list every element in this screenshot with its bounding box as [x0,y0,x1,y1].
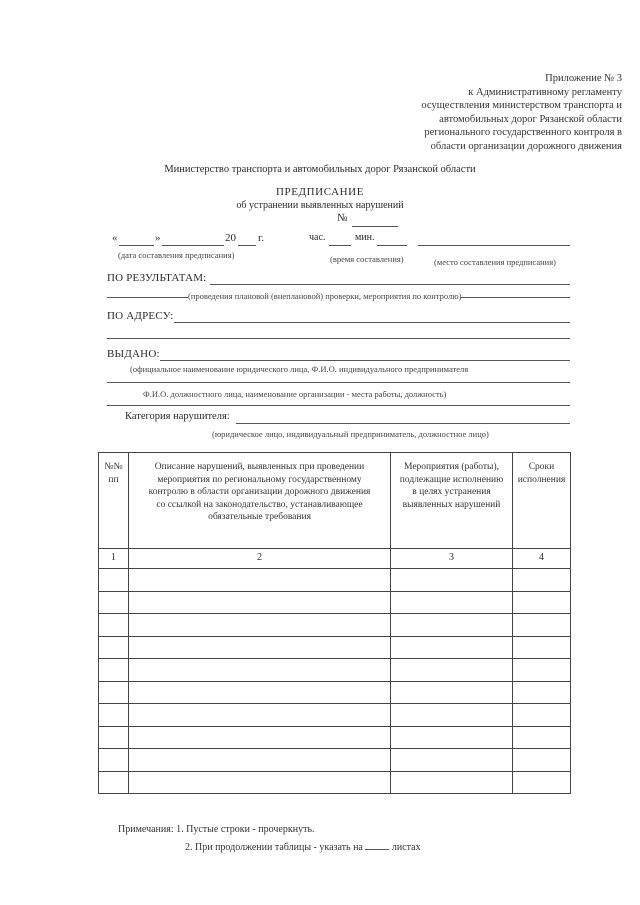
place-field[interactable] [418,245,570,246]
number-label: № [337,212,348,224]
results-hint: (проведения плановой (внеплановой) проверки, мероприятия по контролю) [188,291,462,301]
header-number: №№ пп [99,453,129,549]
issued-hint-2: Ф.И.О. должностного лица, наименование организации - места работы, должность) [143,389,447,399]
table-row [99,614,571,637]
notes-item-2: 2. При продолжении таблицы - указать на [185,842,363,853]
table-cell[interactable] [513,749,571,772]
table-row [99,681,571,704]
header-deadline: Сроки исполнения [513,453,571,549]
year-prefix: 20 [225,232,236,244]
appendix-line: осуществления министерством транспорта и [421,100,622,111]
address-label: ПО АДРЕСУ: [107,310,174,322]
issued-field-line3[interactable] [107,405,570,406]
number-field[interactable] [352,226,398,227]
table-cell[interactable] [129,591,391,614]
column-number: 4 [513,549,571,569]
appendix-line: автомобильных дорог Рязанской области [439,113,622,125]
table-row [99,659,571,682]
year-field[interactable] [238,245,256,246]
category-field[interactable] [236,423,570,424]
appendix-line: Приложение № 3 [545,73,622,84]
table-cell[interactable] [391,726,513,749]
table-row [99,749,571,772]
day-open-quote: « [112,232,118,244]
address-field-line2[interactable] [107,338,570,339]
table-row [99,591,571,614]
table-cell[interactable] [99,726,129,749]
table-cell[interactable] [129,726,391,749]
table-cell[interactable] [129,771,391,794]
table-row [99,636,571,659]
table-cell[interactable] [99,771,129,794]
day-close-quote: » [155,232,161,244]
column-number: 2 [129,549,391,569]
table-cell[interactable] [99,704,129,727]
table-cell[interactable] [129,569,391,592]
table-cell[interactable] [129,614,391,637]
table-cell[interactable] [391,704,513,727]
sheets-count-field[interactable] [365,840,389,850]
minute-field[interactable] [377,245,407,246]
table-cell[interactable] [513,659,571,682]
table-cell[interactable] [99,569,129,592]
table-cell[interactable] [99,591,129,614]
year-suffix: г. [258,232,265,244]
ministry-name: Министерство транспорта и автомобильных дорог Рязанской области [164,164,476,175]
table-cell[interactable] [391,591,513,614]
notes-label: Примечания: [118,824,174,835]
category-label: Категория нарушителя: [125,411,230,422]
table-cell[interactable] [513,704,571,727]
document-title: ПРЕДПИСАНИЕ [275,186,365,198]
category-hint: (юридическое лицо, индивидуальный предприниматель, должностное лицо) [212,429,489,439]
time-hint: (время составления) [330,254,404,264]
violations-table [98,452,571,794]
issued-hint-1: (официальное наименование юридического лица, Ф.И.О. индивидуального предпринимателя [130,364,469,374]
table-cell[interactable] [99,659,129,682]
table-cell[interactable] [129,749,391,772]
table-cell[interactable] [391,636,513,659]
table-cell[interactable] [391,569,513,592]
table-row [99,726,571,749]
table-row [99,704,571,727]
table-cell[interactable] [513,681,571,704]
document-subtitle: об устранении выявленных нарушений [236,200,404,211]
appendix-header [421,72,622,153]
hour-label: час. [309,232,326,243]
appendix-line: регионального государственного контроля в [424,127,622,138]
table-row [99,569,571,592]
table-cell[interactable] [513,636,571,659]
month-field[interactable] [162,245,224,246]
table-cell[interactable] [129,636,391,659]
issued-field[interactable] [160,360,570,361]
notes-line-1 [118,824,315,835]
results-field[interactable] [210,284,570,285]
column-number: 1 [99,549,129,569]
issued-field-line2[interactable] [107,382,570,383]
issued-label: ВЫДАНО: [107,348,160,360]
table-cell[interactable] [513,771,571,794]
table-cell[interactable] [513,726,571,749]
appendix-line: области организации дорожного движения [430,140,622,152]
table-cell[interactable] [99,636,129,659]
table-cell[interactable] [99,681,129,704]
table-cell[interactable] [129,704,391,727]
table-cell[interactable] [513,591,571,614]
results-label: ПО РЕЗУЛЬТАТАМ: [107,272,207,284]
header-description: Описание нарушений, выявленных при проведении мероприятия по региональному государственному контролю в области организации дорожного движения со ссылкой на законодательство, устанавливающее обязательные требования [129,453,391,549]
notes-item-2-end: листах [391,842,421,853]
hour-field[interactable] [329,245,351,246]
table-cell[interactable] [391,614,513,637]
table-cell[interactable] [391,771,513,794]
appendix-line: к Административному регламенту [468,86,622,98]
table-cell[interactable] [391,681,513,704]
notes-line-2 [185,840,421,853]
table-cell[interactable] [129,659,391,682]
table-cell[interactable] [99,749,129,772]
day-field[interactable] [119,245,154,246]
address-field[interactable] [174,322,570,323]
column-number: 3 [391,549,513,569]
minute-label: мин. [355,232,375,243]
table-cell[interactable] [99,614,129,637]
table-row [99,771,571,794]
date-hint: (дата составления предписания) [118,250,235,260]
place-hint: (место составления предписания) [434,257,556,267]
table-cell[interactable] [391,749,513,772]
table-cell[interactable] [513,614,571,637]
table-cell[interactable] [391,659,513,682]
header-measures: Мероприятия (работы), подлежащие исполнению в целях устранения выявленных нарушений [391,453,513,549]
table-cell[interactable] [129,681,391,704]
notes-item-1: 1. Пустые строки - прочеркнуть. [176,824,315,835]
table-cell[interactable] [513,569,571,592]
